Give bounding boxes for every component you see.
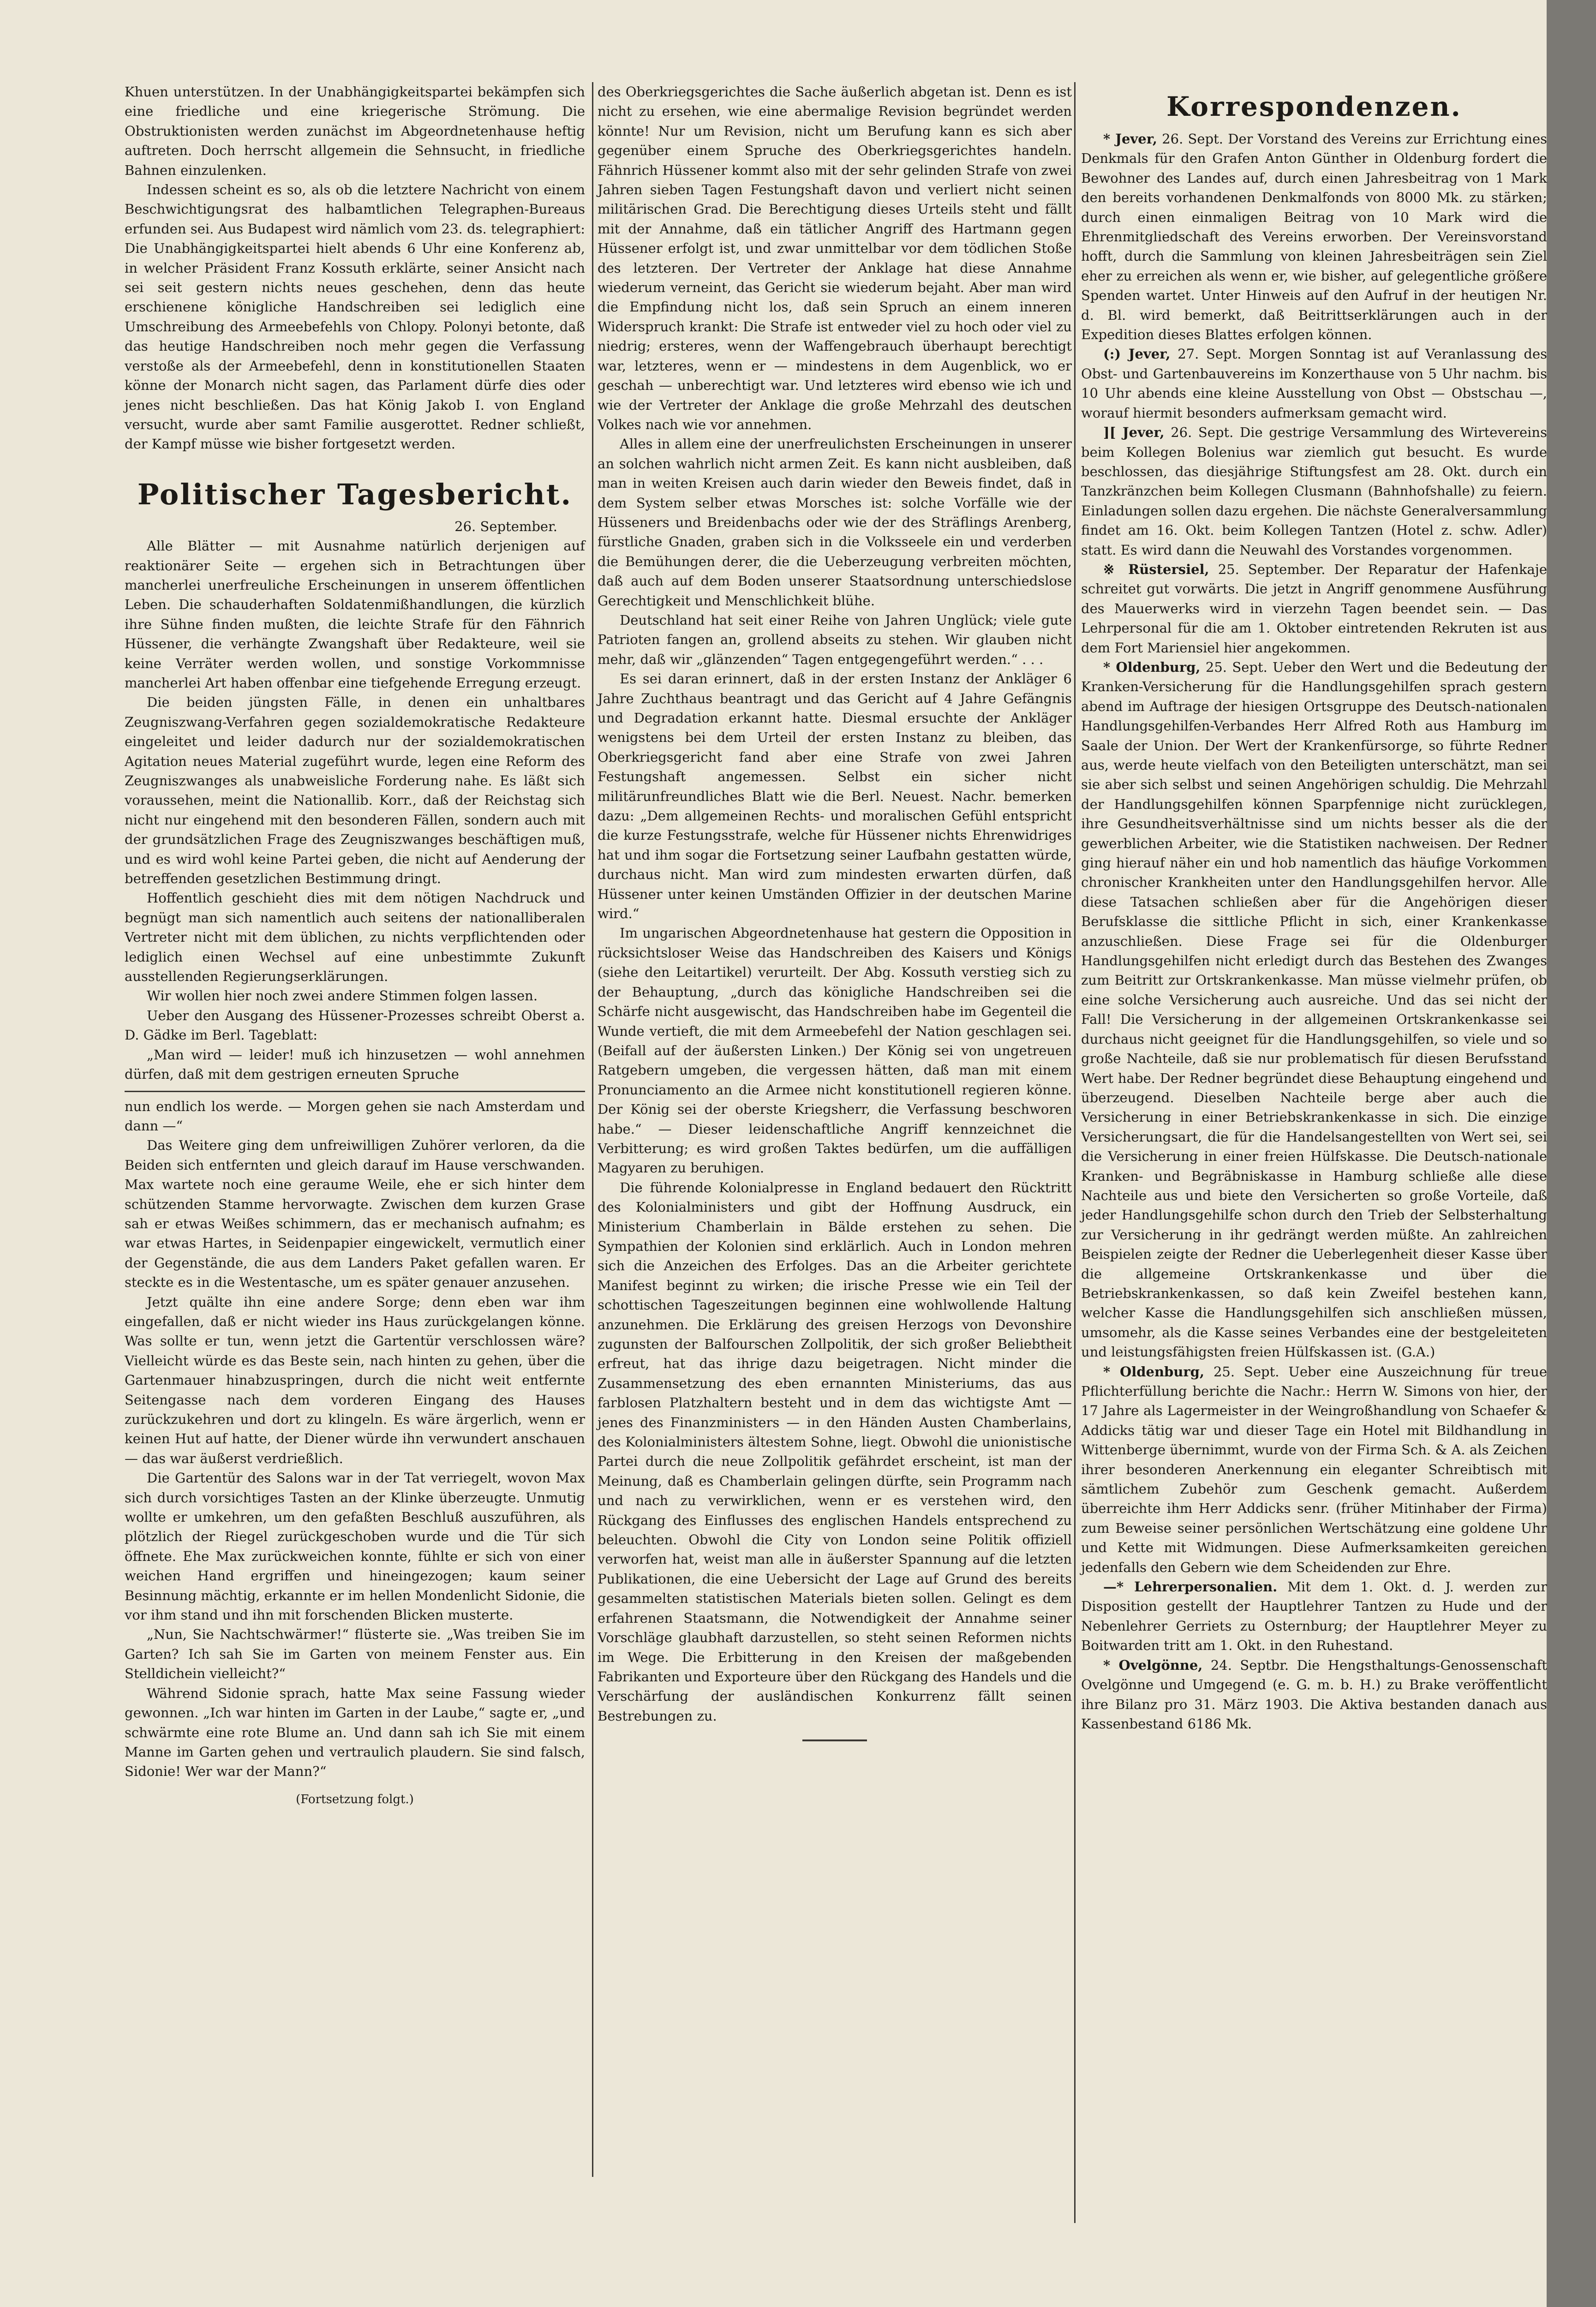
item-text: 25. September. Der Reparatur der Hafenkaje schreitet gut vorwärts. Die jetzt in Angriff genommene Ausführung des Mauerwerks wird in vierzehn Tagen beendet sein. — Das Lehrpersonal für die am 1. Oktober eintretenden Rekruten ist aus dem Fort Mariensiel hier angekommen. xyxy=(1081,561,1547,656)
feuilleton-paragraph: Während Sidonie sprach, hatte Max seine Fassung wieder gewonnen. „Ich war hinten im Garten in der Laube,“ sagte er, „und schwärmte eine rote Blume an. Und dann sah ich Sie mit einem Manne im Garten gehen und vertraulich plaudern. Sie sind falsch, Sidonie! Wer war der Mann?“ xyxy=(125,1685,585,1780)
item-text: 27. Sept. Morgen Sonntag ist auf Veranlassung des Obst- und Gartenbauvereins im Konzerthause von 5 Uhr nachm. bis 10 Uhr abends eine kleine Ausstellung von Obst — Obstschau —, worauf hiermit besonders aufmerksam gemacht wird. xyxy=(1081,346,1548,421)
place-name: —* Lehrerpersonalien. xyxy=(1103,1579,1278,1595)
scan-border xyxy=(1547,0,1596,2307)
correspondence-item xyxy=(1081,129,1547,344)
article-paragraph: Khuen unterstützen. In der Unabhängigkeitspartei bekämpfen sich eine friedliche und eine kriegerische Strömung. Die Obstruktionisten werden zunächst im Abgeordnetenhause heftig auftreten. Doch herrscht allgemein die Sehnsucht, in friedliche Bahnen einzulenken. xyxy=(125,84,585,178)
feuilleton-paragraph: Jetzt quälte ihn eine andere Sorge; denn eben war ihm eingefallen, daß er nicht wieder ins Haus zurückgelangen könne. Was sollte er tun, wenn jetzt die Gartentür verschlossen wäre? Vielleicht würde es das Beste sein, nach hinten zu gehen, über die Gartenmauer hinabzuspringen, durch die nicht weit entfernte Seitengasse nach dem vorderen Eingang des Hauses zurückzukehren und dort zu klingeln. Es wäre ärgerlich, wenn er keinen Hut auf hatte, der Diener würde ihn verwundert anschauen — das war äußerst verdrießlich. xyxy=(125,1294,585,1466)
article-paragraph: des Oberkriegsgerichtes die Sache äußerlich abgetan ist. Denn es ist nicht zu ersehen, wie eine abermalige Revision begründet werden könnte! Nur um Revision, nicht um Berufung kann es sich aber gegenüber einem Spruche des Oberkriegsgerichtes handeln. Fähnrich Hüssener kommt also mit der sehr gelinden Strafe von zwei Jahren sieben Tagen Festungshaft davon und verliert nicht seinen militärischen Grad. Die Berechtigung dieses Urteils steht und fällt mit der Annahme, daß ein tätlicher Angriff des Hartmann gegen Hüssener erfolgt ist, und zwar unmittelbar vor dem tödlichen Stoße des letzteren. Der Vertreter der Anklage hat diese Annahme wiederum verneint, das Gericht sie wiederum bejaht. Aber man wird die Empfindung nicht los, daß sein Spruch an einem inneren Widerspruch krankt: Die Strafe ist entweder viel zu hoch oder viel zu niedrig; ersteres, wenn der Waffengebrauch überhaupt berechtigt war, letzteres, wenn er — mindestens in dem Augenblick, wo er geschah — unberechtigt war. Und letzteres wird ebenso wie ich und wie der Vertreter der Anklage die große Mehrzahl des deutschen Volkes nach wie vor annehmen. xyxy=(598,84,1072,432)
section-heading: Politischer Tagesbericht. xyxy=(137,477,573,511)
correspondence-item xyxy=(1081,1656,1547,1734)
correspondence-item xyxy=(1081,1577,1547,1656)
article-paragraph: Alle Blätter — mit Ausnahme natürlich derjenigen auf reaktionärer Seite — ergehen sich in Betrachtungen über mancherlei unerfreuliche Erscheinungen in unserem öffentlichen Leben. Die schauderhaften Soldatenmißhandlungen, die kürzlich ihre Sühne finden mußten, die leichte Strafe für den Fähnrich Hüssener, die verhängte Zwangshaft über Redakteure, weil sie keine Verräter werden wollen, und sonstige Vorkommnisse mancherlei Art haben offenbar eine tiefgehende Erregung erzeugt. xyxy=(125,538,585,691)
dateline: 26. September. xyxy=(454,518,557,534)
column-rule xyxy=(1074,82,1076,2223)
correspondence-item xyxy=(1081,344,1547,423)
correspondence-item xyxy=(1081,657,1547,1362)
place-name: * Oldenburg, xyxy=(1103,1363,1205,1380)
column-left xyxy=(125,82,585,1809)
article-paragraph: Die beiden jüngsten Fälle, in denen ein unhaltbares Zeugniszwang-Verfahren gegen sozialdemokratische Redakteure eingeleitet und leider dadurch nur der sozialdemokratischen Agitation neues Material zugeführt wurde, legen eine Reform des Zeugniszwanges als unabweisliche Forderung nahe. Es läßt sich voraussehen, meint die Nationallib. Korr., daß der Reichstag sich nicht nur eingehend mit den besonderen Fällen, sondern auch mit der grundsätzlichen Frage des Zeugniszwanges beschäftigen muß, und es wird wohl keine Partei geben, die nicht auf Aenderung der betreffenden gesetzlichen Bestimmung dringt. xyxy=(125,694,585,887)
article-paragraph: Hoffentlich geschieht dies mit dem nötigen Nachdruck und begnügt man sich namentlich auch seitens der nationalliberalen Vertreter nicht mit dem üblichen, zu nichts verpflichtenden oder lediglich einen Wechsel auf eine unbestimmte Zukunft ausstellenden Regierungserklärungen. xyxy=(125,890,585,985)
article-paragraph: Indessen scheint es so, als ob die letztere Nachricht von einem Beschwichtigungsrat des halbamtlichen Telegraphen-Bureaus erfunden sei. Aus Budapest wird nämlich vom 23. ds. telegraphiert: Die Unabhängigkeitspartei hielt abends 6 Uhr eine Konferenz ab, in welcher Präsident Franz Kossuth erklärte, seiner Ansicht nach sei seit gestern nichts neues geschehen, denn das heute erschienene königliche Handschreiben sei lediglich eine Umschreibung des Armeebefehls von Chlopy. Polonyi betonte, daß das heutige Handschreiben noch mehr gegen die Verfassung verstoße als der Armeebefehl, denn in konstitutionellen Staaten könne der Monarch nicht sagen, das Parlament dürfe dies oder jenes nicht beschließen. Das hat König Jakob I. von England versucht, wurde aber samt Familie ausgerottet. Redner schließt, der Kampf müsse wie bisher fortgesetzt werden. xyxy=(125,182,585,452)
place-name: * Ovelgönne, xyxy=(1103,1657,1203,1673)
correspondence-item xyxy=(1081,1362,1547,1577)
article-paragraph: Deutschland hat seit einer Reihe von Jahren Unglück; viele gute Patrioten fangen an, grollend abseits zu stehen. Wir glauben nicht mehr, daß wir „glänzenden“ Tagen entgegengeführt werden.“ . . . xyxy=(598,612,1072,667)
article-paragraph: Im ungarischen Abgeordnetenhause hat gestern die Opposition in rücksichtsloser Weise das Handschreiben des Kaisers und Königs (siehe den Leitartikel) verurteilt. Der Abg. Kossuth verstieg sich zu der Behauptung, „durch das königliche Handschreiben sei die Schärfe nicht ausgewischt, das Handschreiben habe im Gegenteil die Wunde vertieft, die mit dem Armeebefehl der Nation geschlagen sei. (Beifall auf der äußersten Linken.) Der König sei von ungetreuen Ratgebern umgeben, die vergessen hätten, daß man mit einem Pronunciamento an die Armee nicht konstitutionell regieren könne. Der König sei der oberste Kriegsherr, die Verfassung beschworen habe.“ — Dieser leidenschaftliche Angriff kennzeichnet die Verbitterung; es wird großen Taktes bedürfen, um die auffälligen Magyaren zu beruhigen. xyxy=(598,925,1072,1176)
item-text: 24. Septbr. Die Hengsthaltungs-Genossenschaft Ovelgönne und Umgegend (e. G. m. b. H.) zu Brake veröffentlicht ihre Bilanz pro 31. März 1903. Die Aktiva bestanden danach aus Kassenbestand 6186 Mk. xyxy=(1081,1657,1547,1732)
article-paragraph: Die führende Kolonialpresse in England bedauert den Rücktritt des Kolonialministers und gibt der Hoffnung Ausdruck, ein Ministerium Chamberlain in Bälde erstehen zu sehen. Die Sympathien der Kolonien sind erklärlich. Auch in London mehren sich die Anzeichen des Erfolges. Das an die Arbeiter gerichtete Manifest beginnt zu wirken; die irische Presse wie ein Teil der schottischen Tageszeitungen beginnen eine wohlwollende Haltung anzunehmen. Die Erklärung des greisen Herzogs von Devonshire zugunsten der Balfourschen Zollpolitik, der sich großer Beliebtheit erfreut, hat das ihrige dazu beigetragen. Nicht minder die Zusammensetzung des eben ernannten Ministeriums, das aus farblosen Platzhaltern besteht und in dem das wichtigste Amt — jenes des Finanzministers — in den Händen Austen Chamberlains, des Kolonialministers ältestem Sohne, liegt. Obwohl die unionistische Partei durch die neue Zollpolitik gefährdet erscheint, ist man der Meinung, daß es Chamberlain gelingen dürfte, sein Programm nach und nach zu verwirklichen, wenn er es verstehen wird, den Rückgang des Einflusses des englischen Handels entsprechend zu beleuchten. Obwohl die City von London seine Politik offiziell verworfen hat, weist man alle in äußerster Spannung auf die letzten Publikationen, die eine Uebersicht der Lage auf Grund des bereits gesammelten statistischen Materials bieten sollen. Gelingt es dem erfahrenen Staatsmann, die Notwendigkeit der Annahme seiner Vorschläge glaubhaft darzustellen, so steht seinen Reformen nichts im Wege. Die Erbitterung in den Kreisen der maßgebenden Fabrikanten und Exporteure über den Rückgang des Handels und die Verschärfung der ausländischen Konkurrenz fällt seinen Bestrebungen zu. xyxy=(598,1179,1072,1724)
correspondence-item xyxy=(1081,560,1547,657)
column-right xyxy=(1081,82,1547,1733)
article-paragraph: Es sei daran erinnert, daß in der ersten Instanz der Ankläger 6 Jahre Zuchthaus beantragt und das Gericht auf 4 Jahre Gefängnis und Degradation erkannt hatte. Diesmal ersuchte der Ankläger wenigstens bei dem Urteil der ersten Instanz zu bleiben, das Oberkriegsgericht fand aber eine Strafe von zwei Jahren Festungshaft angemessen. Selbst ein sicher nicht militärunfreundliches Blatt wie die Berl. Neuest. Nachr. bemerken dazu: „Dem allgemeinen Rechts- und moralischen Gefühl entspricht die kurze Festungsstrafe, welche für Hüssener nichts Ehrenwidriges hat und ihm sogar die Fortsetzung seiner Laufbahn gestatten würde, durchaus nicht. Man wird zum mindesten erwarten dürfen, daß Hüssener unter keinen Umständen Offizier in der deutschen Marine wird.“ xyxy=(598,671,1072,922)
feuilleton-paragraph: „Nun, Sie Nachtschwärmer!“ flüsterte sie. „Was treiben Sie im Garten? Ich sah Sie im Garten von meinem Fenster aus. Ein Stelldichein vielleicht?“ xyxy=(125,1626,585,1682)
correspondence-item xyxy=(1081,423,1547,560)
feuilleton-paragraph: nun endlich los werde. — Morgen gehen sie nach Amsterdam und dann —“ xyxy=(125,1098,585,1134)
place-name: ※ Rüstersiel, xyxy=(1103,561,1209,577)
feuilleton-paragraph: Das Weitere ging dem unfreiwilligen Zuhörer verloren, da die Beiden sich entfernten und gleich darauf im Hause verschwanden. Max wartete noch eine geraume Weile, ehe er sich hinter dem schützenden Stamme hervorwagte. Zwischen dem kurzen Grase sah er etwas Weißes schimmern, das er mechanisch aufnahm; es war etwas Hartes, in Seidenpapier eingewickelt, vermutlich einer der Gegenstände, die aus dem Landers Paket gefallen waren. Er steckte es in die Westentasche, um es später genauer anzusehen. xyxy=(125,1137,585,1291)
place-name: (:) Jever, xyxy=(1103,346,1171,362)
end-rule xyxy=(802,1739,867,1741)
item-text: 26. Sept. Die gestrige Versammlung des Wirtevereins beim Kollegen Bolenius war ziemlich gut besucht. Es wurde beschlossen, das diesjährige Stiftungsfest am 28. Okt. durch ein Tanzkränzchen beim Kollegen Clusmann (Bahnhofshalle) zu feiern. Einladungen sollen dazu ergehen. Die nächste Generalversammlung findet am 16. Okt. beim Kollegen Tantzen (Hotel z. schw. Adler) statt. Es wird dann die Neuwahl des Vorstandes vorgenommen. xyxy=(1081,424,1547,558)
continuation-note: (Fortsetzung folgt.) xyxy=(296,1792,414,1806)
article-paragraph: Ueber den Ausgang des Hüssener-Prozesses schreibt Oberst a. D. Gädke im Berl. Tageblatt: xyxy=(125,1007,585,1043)
column-middle xyxy=(598,82,1072,1741)
feuilleton-paragraph: Die Gartentür des Salons war in der Tat verriegelt, wovon Max sich durch vorsichtiges Tasten an der Klinke überzeugte. Unmutig wollte er umkehren, um den gefaßten Beschluß auszuführen, als plötzlich der Riegel zurückgeschoben wurde und die Tür sich öffnete. Ehe Max zurückweichen konnte, fühlte er sich von einer weichen Hand ergriffen und hineingezogen; kaum seiner Besinnung mächtig, erkannte er im hellen Mondenlicht Sidonie, die vor ihm stand und ihn mit forschenden Blicken musterte. xyxy=(125,1470,586,1623)
item-text: 25. Sept. Ueber den Wert und die Bedeutung der Kranken-Versicherung für die Handlungsgehilfen sprach gestern abend im Auftrage der hiesigen Ortsgruppe des Deutsch-nationalen Handlungsgehilfen-Verbandes Herr Alfred Roth aus Hamburg im Saale der Union. Der Wert der Krankenfürsorge, so führte Redner aus, werde heute vielfach von den Beteiligten unterschätzt, man sei sie aber sich selbst und seinen Angehörigen schuldig. Die Mehrzahl der Handlungsgehilfen können Sparpfennige nicht zurücklegen, ihre Gesundheitsverhältnisse sind um nichts besser als die der gewerblichen Arbeiter, wie die Statistiken nachweisen. Der Redner ging hierauf näher ein und hob namentlich das häufige Vorkommen chronischer Krankheiten unter den Handlungsgehilfen hervor. Alle diese Tatsachen schließen aber für die Angehörigen dieser Berufsklasse die sittliche Pflicht in sich, einer Krankenkasse anzuschließen. Diese Frage sei für die Oldenburger Handlungsgehilfen nicht erledigt durch das Bestehen des Zwanges zum Beitritt zur Ortskrankenkasse. Man müsse vielmehr prüfen, ob eine solche Versicherung auch ausreiche. Und das sei nicht der Fall! Die Versicherung in der allgemeinen Ortskrankenkasse sei durchaus nicht geeignet für die Handlungsgehilfen, so viele und so große Nachteile, daß sie nur problematisch für diesen Berufsstand Wert habe. Der Redner begründet diese Behauptung eingehend und überzeugend. Dieselben Nachteile berge aber auch die Versicherung in einer Betriebskrankenkasse in sich. Die einzige Versicherungsart, die für die Handelsangestellten von Wert sei, sei die Versicherung in einer freien Hülfskasse. Die Deutsch-nationale Kranken- und Begräbniskasse in Hamburg schließe alle diese Nachteile aus und biete den Versicherten so große Vorteile, daß jeder Handlungsgehilfe schon durch den Trieb der Selbsterhaltung zur Versicherung in ihr gedrängt werden müßte. An zahlreichen Beispielen zeigte der Redner die Ueberlegenheit dieser Kasse über die allgemeine Ortskrankenkasse und über die Betriebskrankenkassen, so daß kein Zweifel bestehen kann, welcher Kasse die Handlungsgehilfen sich anschließen müssen, umsomehr, als die Kasse seines Verbandes eine der bestgeleiteten und leistungsfähigsten freien Hülfskassen ist. (G.A.) xyxy=(1081,659,1547,1360)
place-name: ][ Jever, xyxy=(1103,424,1165,441)
item-text: Mit dem 1. Okt. d. J. werden zur Disposition gestellt der Hauptlehrer Tantzen zu Hude und der Nebenlehrer Gerriets zu Osternburg; der Hauptlehrer Meyer zu Boitwarden tritt am 1. Okt. in den Ruhestand. xyxy=(1081,1579,1547,1654)
item-text: 26. Sept. Der Vorstand des Vereins zur Errichtung eines Denkmals für den Grafen Anton Günther in Oldenburg fordert die Bewohner des Landes auf, durch einen Jahresbeitrag von 1 Mark den bereits vorhandenen Denkmalfonds von 8000 Mk. zu stärken; durch einen einmaligen Beitrag von 10 Mark wird die Ehrenmitgliedschaft des Vereins erworben. Der Vereinsvorstand hofft, durch die Sammlung von kleinen Jahresbeiträgen sein Ziel eher zu erreichen als wenn er, wie bisher, auf gelegentliche größere Spenden wartet. Unter Hinweis auf den Aufruf in der heutigen Nr. d. Bl. wird bemerkt, daß Beitrittserklärungen auch in der Expedition dieses Blattes erfolgen können. xyxy=(1081,131,1548,343)
article-paragraph: Wir wollen hier noch zwei andere Stimmen folgen lassen. xyxy=(147,988,538,1004)
article-paragraph: „Man wird — leider! muß ich hinzusetzen — wohl annehmen dürfen, daß mit dem gestrigen erneuten Spruche xyxy=(125,1046,585,1082)
article-paragraph: Alles in allem eine der unerfreulichsten Erscheinungen in unserer an solchen wahrlich nicht armen Zeit. Es kann nicht ausbleiben, daß man in weiten Kreisen auch darin wieder den Beweis findet, daß in dem System selber etwas Morsches ist: solche Vorfälle wie der Hüsseners und Breidenbachs oder wie der des Sträflings Arenberg, fürstliche Gnaden, graben sich in die Volksseele ein und verderben die Bemühungen derer, die die Ueberzeugung verbreiten möchten, daß auch auf dem Boden unserer Staatsordnung unterschiedslose Gerechtigkeit und Menschlichkeit blühe. xyxy=(598,436,1072,609)
feuilleton-divider xyxy=(125,1091,585,1092)
place-name: * Oldenburg, xyxy=(1103,659,1201,675)
column-rule xyxy=(592,82,593,2177)
section-heading: Korrespondenzen. xyxy=(1166,91,1462,122)
item-text: 25. Sept. Ueber eine Auszeichnung für treue Pflichterfüllung berichte die Nachr.: Herrn W. Simons von hier, der 17 Jahre als Lagermeister in der Weingroßhandlung von Schaefer & Addicks tätig war und dieser Tage ein Hotel mit Bildhandlung in Wittenberge übernimmt, wurde von der Firma Sch. & A. als Zeichen ihrer besonderen Anerkennung ein eleganter Schreibtisch mit sämtlichem Zubehör zum Geschenk gemacht. Außerdem überreichte ihm Herr Addicks senr. (früher Mitinhaber der Firma) zum Beweise seiner persönlichen Wertschätzung eine goldene Uhr und Kette mit Widmungen. Diese Aufmerksamkeiten gereichen jedenfalls den Gebern wie dem Scheidenden zur Ehre. xyxy=(1081,1363,1548,1575)
place-name: * Jever, xyxy=(1103,131,1157,147)
